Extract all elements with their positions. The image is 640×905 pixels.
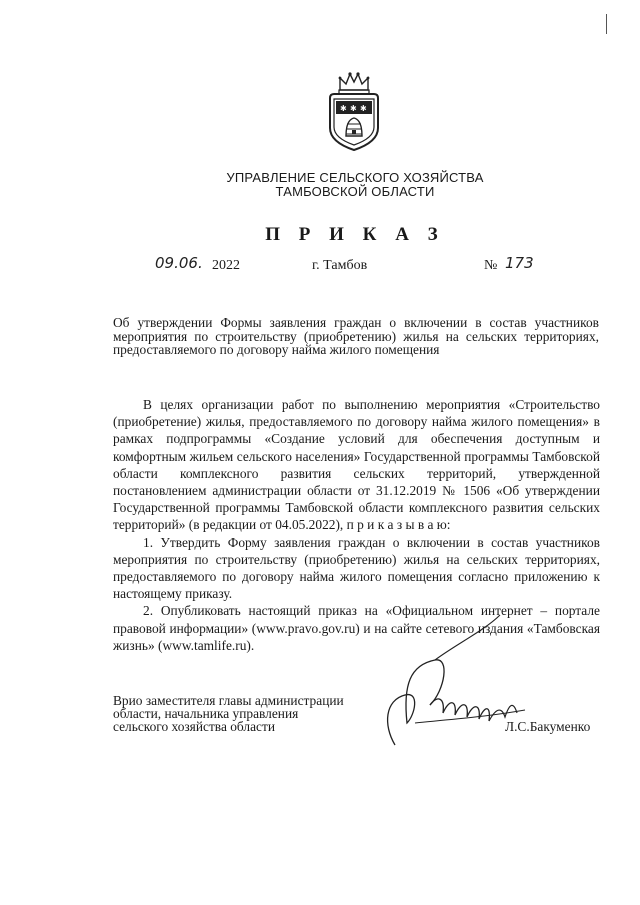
svg-text:✱: ✱ xyxy=(350,104,357,113)
margin-mark xyxy=(606,14,607,34)
handwritten-number: 173 xyxy=(505,254,534,272)
signatory-title xyxy=(113,694,393,733)
signatory-title-line1: Врио заместителя главы администрации xyxy=(113,693,344,708)
organization-name-line1: УПРАВЛЕНИЕ СЕЛЬСКОГО ХОЗЯЙСТВА xyxy=(226,170,484,185)
body-paragraph-item1: 1. Утвердить Форму заявления граждан о включении в состав участников мероприятия по строительству (приобретению) жилья на сельских территориях, предоставляемого по договору найма жилого помещения согласно приложению к настоящему приказу. xyxy=(113,534,600,602)
document-city: г. Тамбов xyxy=(312,258,368,273)
body-paragraph-intro: В целях организации работ по выполнению мероприятия «Строительство (приобретение) жилья, предоставляемого по договору найма жилого помещения» в рамках подпрограммы «Создание условий для обеспечения доступным и комфортным жильем сельского населения» Государственной программы Тамбовской области комплексного развития сельских территорий, утвержденной постановлением администрации области от 31.12.2019 № 1506 «Об утверждении Государственной программы Тамбовской области комплексного развития сельских территорий» (в редакции от 04.05.2022), п р и к а з ы в а ю: xyxy=(113,397,600,533)
body-paragraph-item2: 2. Опубликовать настоящий приказ на «Официальном интернет – портале правовой информации» (www.pravo.gov.ru) и на сайте сетевого издания «Тамбовская жизнь» (www.tamlife.ru). xyxy=(113,603,600,653)
signatory-title-line3: сельского хозяйства области xyxy=(113,719,275,734)
document-year: 2022 xyxy=(212,258,240,273)
svg-text:✱: ✱ xyxy=(340,104,347,113)
svg-text:✱: ✱ xyxy=(360,104,367,113)
handwritten-date: 09.06. xyxy=(155,254,203,272)
document-number-label: № xyxy=(484,258,498,273)
organization-name-line2: ТАМБОВСКОЙ ОБЛАСТИ xyxy=(275,184,435,199)
signatory-title-line2: области, начальника управления xyxy=(113,706,299,721)
signatory-name: Л.С.Бакуменко xyxy=(505,719,591,734)
document-subject: Об утверждении Формы заявления граждан о включении в состав участников мероприятия по строительству (приобретению) жилья на сельских территориях, предоставляемого по договору найма жилого помещения xyxy=(113,315,599,357)
document-title: П Р И К А З xyxy=(265,224,445,245)
coat-of-arms-emblem xyxy=(326,70,382,152)
